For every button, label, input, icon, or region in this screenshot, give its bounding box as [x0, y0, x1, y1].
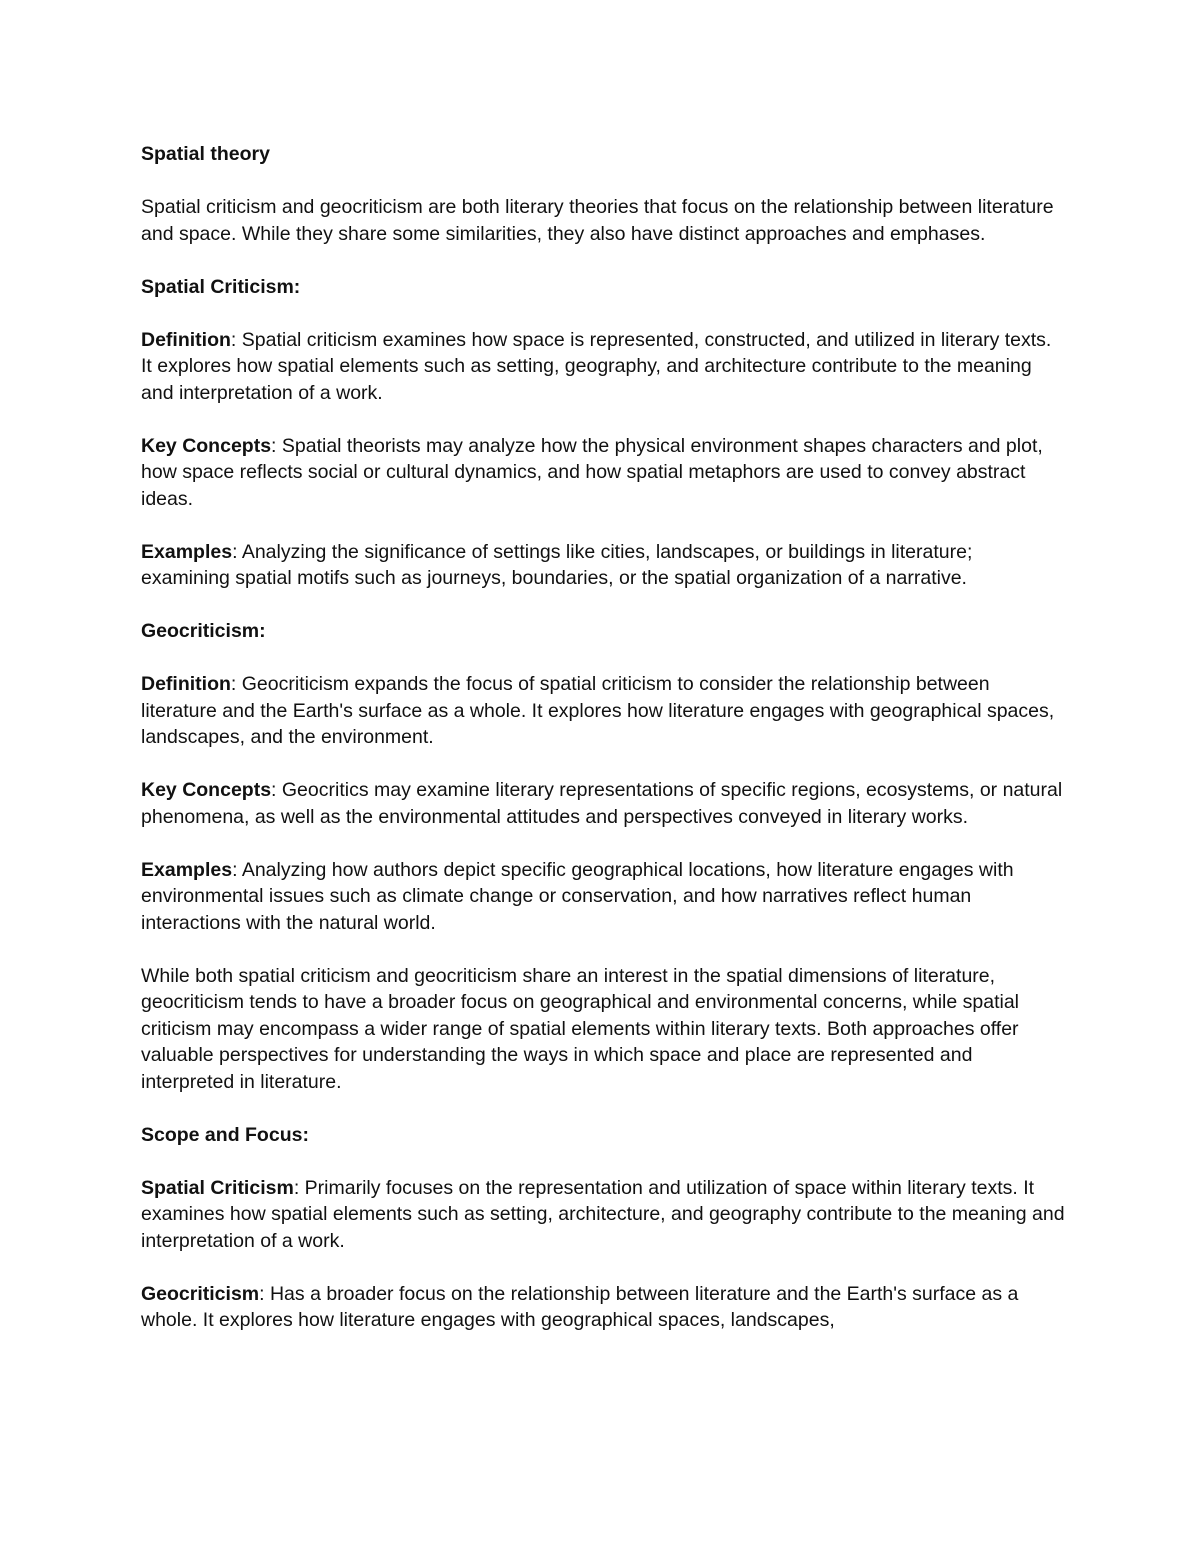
comparison-paragraph: While both spatial criticism and geocriticism share an interest in the spatial dimensions of literature, geocriticism tends to have a broader focus on geographical and environmental concerns, while spatial criticism may encompass a wider range of spatial elements within literary texts. Both approaches offer valuable perspectives for understanding the ways in which space and place are represented and interpreted in literature.: [141, 964, 1020, 1093]
geocriticism-definition: [141, 671, 1066, 751]
section-heading-spatial-criticism: Spatial Criticism:: [141, 275, 301, 298]
spatial-criticism-label: Spatial Criticism: [141, 1176, 294, 1199]
key-concepts-label: Key Concepts: [141, 434, 272, 457]
scope-geocriticism: [141, 1281, 1066, 1334]
key-concepts-label: Key Concepts: [141, 779, 272, 801]
definition-label: Definition: [141, 673, 231, 695]
spatial-criticism-definition: [141, 327, 1066, 407]
examples-text: : Analyzing the significance of settings like cities, landscapes, or buildings in literature; examining spatial motifs such as journeys, boundaries, or the spatial organization of a narrative.: [141, 540, 973, 589]
examples-text: : Analyzing how authors depict specific geographical locations, how literature engages with environmental issues such as climate change or conservation, and how narratives reflect human interactions with the natural world.: [141, 858, 1014, 934]
geocriticism-text: : Has a broader focus on the relationship between literature and the Earth's surface as a whole. It explores how literature engages with geographical spaces, landscapes,: [141, 1282, 1019, 1331]
spatial-criticism-key-concepts: [141, 433, 1066, 513]
examples-label: Examples: [141, 540, 233, 563]
definition-label: Definition: [141, 328, 231, 351]
definition-text: : Spatial criticism examines how space is represented, constructed, and utilized in literary texts. It explores how spatial elements such as setting, geography, and architecture contribute to the meaning and interpretation of a work.: [141, 328, 1052, 404]
intro-paragraph: Spatial criticism and geocriticism are both literary theories that focus on the relationship between literature and space. While they share some similarities, they also have distinct approaches and emphases.: [141, 196, 1054, 245]
examples-label: Examples: [141, 858, 233, 881]
spatial-criticism-text: : Primarily focuses on the representation and utilization of space within literary texts. It examines how spatial elements such as setting, architecture, and geography contribute to the meaning and interpretation of a work.: [141, 1176, 1065, 1252]
key-concepts-text: : Geocritics may examine literary representations of specific regions, ecosystems, or natural phenomena, as well as the environmental attitudes and perspectives conveyed in literary works.: [141, 779, 1063, 828]
scope-spatial-criticism: [141, 1175, 1066, 1255]
section-heading-scope-and-focus: Scope and Focus:: [141, 1123, 309, 1146]
section-heading-geocriticism: Geocriticism:: [141, 620, 266, 642]
geocriticism-examples: [141, 857, 1066, 937]
document-title: Spatial theory: [141, 143, 270, 165]
geocriticism-key-concepts: [141, 777, 1066, 830]
geocriticism-label: Geocriticism: [141, 1282, 260, 1305]
definition-text: : Geocriticism expands the focus of spatial criticism to consider the relationship between literature and the Earth's surface as a whole. It explores how literature engages with geographical spaces, landscapes, and the environment.: [141, 673, 1055, 748]
document-body: [141, 141, 1066, 1360]
spatial-criticism-examples: [141, 539, 1066, 592]
key-concepts-text: : Spatial theorists may analyze how the physical environment shapes characters and plot, how space reflects social or cultural dynamics, and how spatial metaphors are used to convey abstract ideas.: [141, 434, 1043, 510]
